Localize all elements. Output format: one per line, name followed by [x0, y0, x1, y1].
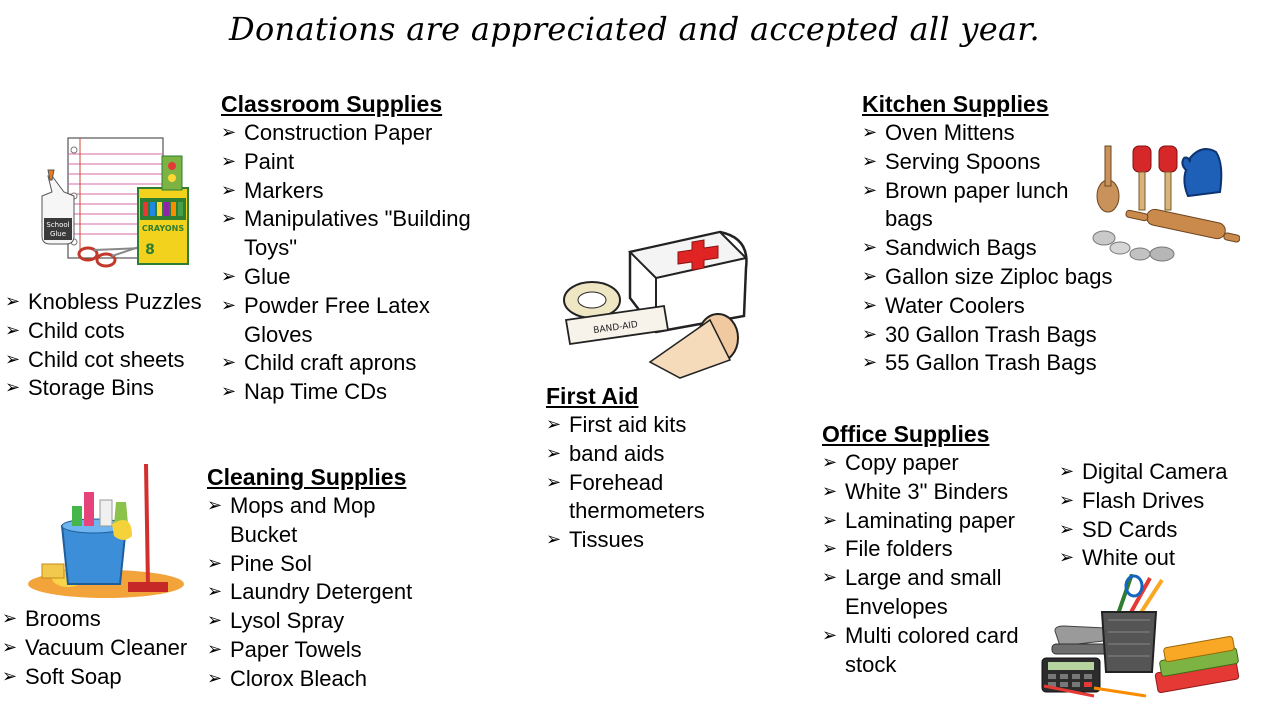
list-item: ➢ Storage Bins	[5, 374, 202, 403]
cleaning-supplies-clipart	[28, 462, 190, 604]
list-item: ➢ Large and small Envelopes	[822, 564, 1019, 622]
rolling-pin-icon	[1125, 208, 1240, 243]
list-item: ➢ Child craft aprons	[221, 349, 471, 378]
svg-text:CRAYONS: CRAYONS	[141, 224, 185, 233]
list-item: ➢ Tissues	[546, 526, 705, 555]
list-item: ➢ Construction Paper	[221, 119, 471, 148]
list-item: ➢ Glue	[221, 263, 471, 292]
oven-mitt-icon	[1182, 149, 1221, 196]
list-item: ➢ Laundry Detergent	[207, 578, 412, 607]
list-item: ➢ Flash Drives	[1059, 487, 1228, 516]
list-item: ➢ Multi colored card stock	[822, 622, 1019, 680]
list-item: ➢ Markers	[221, 177, 471, 206]
kitchen-supplies-heading: Kitchen Supplies	[862, 91, 1049, 117]
list-item: ➢ Vacuum Cleaner	[2, 634, 187, 663]
list-item: ➢ Soft Soap	[2, 663, 187, 692]
kitchen-supplies-section	[862, 90, 1112, 378]
list-item: ➢ Paint	[221, 148, 471, 177]
list-item: ➢ Oven Mittens	[862, 119, 1112, 148]
list-item: ➢ Gallon size Ziploc bags	[862, 263, 1112, 292]
list-item: ➢ Water Coolers	[862, 292, 1112, 321]
list-item: ➢ Child cots	[5, 317, 202, 346]
wooden-spoon-icon	[1097, 146, 1119, 212]
cleaning-extra-section	[2, 605, 187, 691]
list-item: ➢ SD Cards	[1059, 516, 1228, 545]
classroom-supplies-heading: Classroom Supplies	[221, 91, 443, 117]
list-item: ➢ File folders	[822, 535, 1019, 564]
measuring-spoons-icon	[1093, 231, 1174, 261]
first-aid-clipart	[560, 228, 755, 383]
cleaning-supplies-heading: Cleaning Supplies	[207, 464, 407, 490]
page-title: Donations are appreciated and accepted all year.	[229, 10, 1040, 48]
list-item: ➢ band aids	[546, 440, 705, 469]
list-item: ➢ Brooms	[2, 605, 187, 634]
list-item: ➢ Manipulatives "Building Toys"	[221, 205, 471, 263]
office-supplies-section	[822, 420, 1019, 679]
svg-text:8: 8	[145, 242, 155, 258]
classroom-extra-section	[5, 288, 202, 403]
list-item: ➢ Lysol Spray	[207, 607, 412, 636]
list-item: ➢ Child cot sheets	[5, 346, 202, 375]
list-item: ➢ Clorox Bleach	[207, 665, 412, 694]
spatula-icon	[1133, 146, 1177, 210]
list-item: ➢ Pine Sol	[207, 550, 412, 579]
cleaning-supplies-section	[207, 463, 412, 694]
list-item: ➢ White out	[1059, 544, 1228, 573]
office-supplies-heading: Office Supplies	[822, 421, 990, 447]
list-item: ➢ Copy paper	[822, 449, 1019, 478]
list-item: ➢ Digital Camera	[1059, 458, 1228, 487]
list-item: ➢ Laminating paper	[822, 507, 1019, 536]
list-item: ➢ Mops and Mop Bucket	[207, 492, 412, 550]
list-item: ➢ Forehead thermometers	[546, 469, 705, 527]
list-item: ➢ Knobless Puzzles	[5, 288, 202, 317]
kitchen-supplies-clipart	[1090, 142, 1240, 264]
list-item: ➢ 30 Gallon Trash Bags	[862, 321, 1112, 350]
list-item: ➢ Powder Free Latex Gloves	[221, 292, 471, 350]
svg-text:Glue: Glue	[49, 230, 67, 238]
office-extra-section	[1059, 458, 1228, 573]
list-item: ➢ 55 Gallon Trash Bags	[862, 349, 1112, 378]
list-item: ➢ Nap Time CDs	[221, 378, 471, 407]
classroom-supplies-section	[221, 90, 471, 407]
svg-text:School: School	[46, 221, 70, 229]
svg-text:BAND-AID: BAND-AID	[592, 319, 639, 337]
first-aid-heading: First Aid	[546, 383, 639, 409]
notebooks-icon	[1155, 636, 1239, 693]
office-supplies-clipart	[1034, 574, 1246, 698]
cleaning-bucket-icon	[28, 464, 184, 598]
list-item: ➢ Serving Spoons	[862, 148, 1112, 177]
list-item: ➢ Sandwich Bags	[862, 234, 1112, 263]
first-aid-section	[546, 382, 705, 555]
list-item: ➢ Brown paper lunch bags	[862, 177, 1112, 235]
list-item: ➢ White 3" Binders	[822, 478, 1019, 507]
classroom-supplies-clipart	[30, 136, 195, 271]
list-item: ➢ First aid kits	[546, 411, 705, 440]
pencil-cup-icon	[1102, 574, 1162, 672]
list-item: ➢ Paper Towels	[207, 636, 412, 665]
